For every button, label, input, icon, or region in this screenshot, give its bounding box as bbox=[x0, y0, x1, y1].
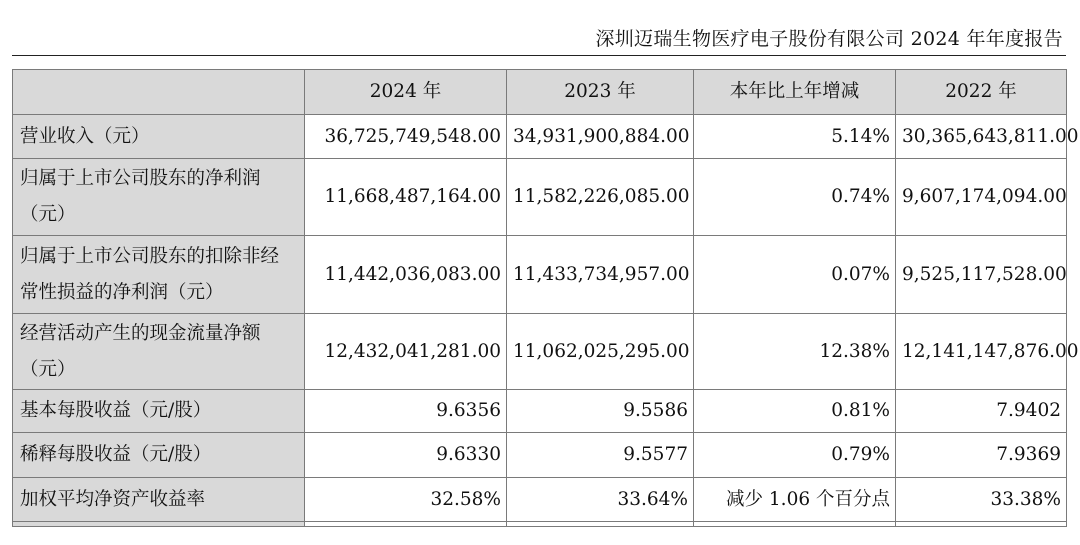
row-label-line: 归属于上市公司股东的扣除非经 bbox=[20, 245, 280, 267]
cell-cutoff bbox=[507, 522, 694, 527]
cell-change: 5.14% bbox=[694, 115, 896, 159]
cell-2022: 33.38% bbox=[896, 478, 1067, 522]
cell-cutoff bbox=[694, 522, 896, 527]
cell-2022: 30,365,643,811.00 bbox=[896, 115, 1067, 159]
cell-2023: 34,931,900,884.00 bbox=[507, 115, 694, 159]
table-row-diluted-eps bbox=[13, 433, 1067, 478]
row-label-line: （元） bbox=[20, 358, 76, 380]
cell-2023: 33.64% bbox=[507, 478, 694, 522]
cell-2024: 11,442,036,083.00 bbox=[305, 236, 507, 314]
cell-2024: 11,668,487,164.00 bbox=[305, 159, 507, 236]
row-label-line: 加权平均净资产收益率 bbox=[20, 488, 206, 510]
cell-2024: 32.58% bbox=[305, 478, 507, 522]
cell-cutoff bbox=[896, 522, 1067, 527]
cell-2023: 9.5586 bbox=[507, 390, 694, 433]
cell-change: 12.38% bbox=[694, 314, 896, 390]
cell-change: 0.07% bbox=[694, 236, 896, 314]
row-label bbox=[13, 478, 305, 522]
table-row-basic-eps bbox=[13, 390, 1067, 433]
cell-2024: 36,725,749,548.00 bbox=[305, 115, 507, 159]
row-label-line: 基本每股收益（元/股） bbox=[20, 400, 212, 421]
table-row-operating-revenue bbox=[13, 115, 1067, 159]
cell-2023: 9.5577 bbox=[507, 433, 694, 478]
table-row-net-profit-deducted bbox=[13, 236, 1067, 314]
report-header-title: 深圳迈瑞生物医疗电子股份有限公司 2024 年年度报告 bbox=[595, 28, 1063, 50]
table-row-operating-cash-flow bbox=[13, 314, 1067, 390]
row-label bbox=[13, 236, 305, 314]
cell-change: 0.74% bbox=[694, 159, 896, 236]
row-label-line: 常性损益的净利润（元） bbox=[20, 281, 224, 303]
cell-change: 0.79% bbox=[694, 433, 896, 478]
column-header-2022: 2022 年 bbox=[896, 70, 1067, 115]
table-row-cutoff bbox=[13, 522, 1067, 527]
cell-change: 0.81% bbox=[694, 390, 896, 433]
cell-2022: 12,141,147,876.00 bbox=[896, 314, 1067, 390]
row-label bbox=[13, 390, 305, 433]
table-header-row bbox=[13, 70, 1067, 115]
cell-2022: 9,607,174,094.00 bbox=[896, 159, 1067, 236]
column-header-2024: 2024 年 bbox=[305, 70, 507, 115]
cell-2022: 7.9402 bbox=[896, 390, 1067, 433]
row-label bbox=[13, 433, 305, 478]
row-label bbox=[13, 314, 305, 390]
row-label-line: （元） bbox=[20, 204, 76, 225]
cell-change: 减少 1.06 个百分点 bbox=[694, 478, 896, 522]
cell-2024: 9.6356 bbox=[305, 390, 507, 433]
row-label-cutoff bbox=[13, 522, 305, 527]
table-row-net-profit bbox=[13, 159, 1067, 236]
header-rule bbox=[12, 55, 1066, 56]
cell-2024: 12,432,041,281.00 bbox=[305, 314, 507, 390]
row-label-line: 营业收入（元） bbox=[20, 125, 150, 147]
row-label bbox=[13, 159, 305, 236]
table-row-weighted-roe bbox=[13, 478, 1067, 522]
cell-2023: 11,582,226,085.00 bbox=[507, 159, 694, 236]
column-header-label bbox=[13, 70, 305, 115]
row-label bbox=[13, 115, 305, 159]
cell-2024: 9.6330 bbox=[305, 433, 507, 478]
row-label-line: 经营活动产生的现金流量净额 bbox=[20, 322, 261, 344]
cell-2023: 11,062,025,295.00 bbox=[507, 314, 694, 390]
cell-2022: 7.9369 bbox=[896, 433, 1067, 478]
cell-cutoff bbox=[305, 522, 507, 527]
row-label-line: 稀释每股收益（元/股） bbox=[20, 444, 212, 465]
cell-2022: 9,525,117,528.00 bbox=[896, 236, 1067, 314]
financial-summary-table bbox=[12, 69, 1079, 527]
column-header-change: 本年比上年增减 bbox=[694, 70, 896, 115]
column-header-2023: 2023 年 bbox=[507, 70, 694, 115]
row-label-line: 归属于上市公司股东的净利润 bbox=[20, 168, 261, 189]
cell-2023: 11,433,734,957.00 bbox=[507, 236, 694, 314]
